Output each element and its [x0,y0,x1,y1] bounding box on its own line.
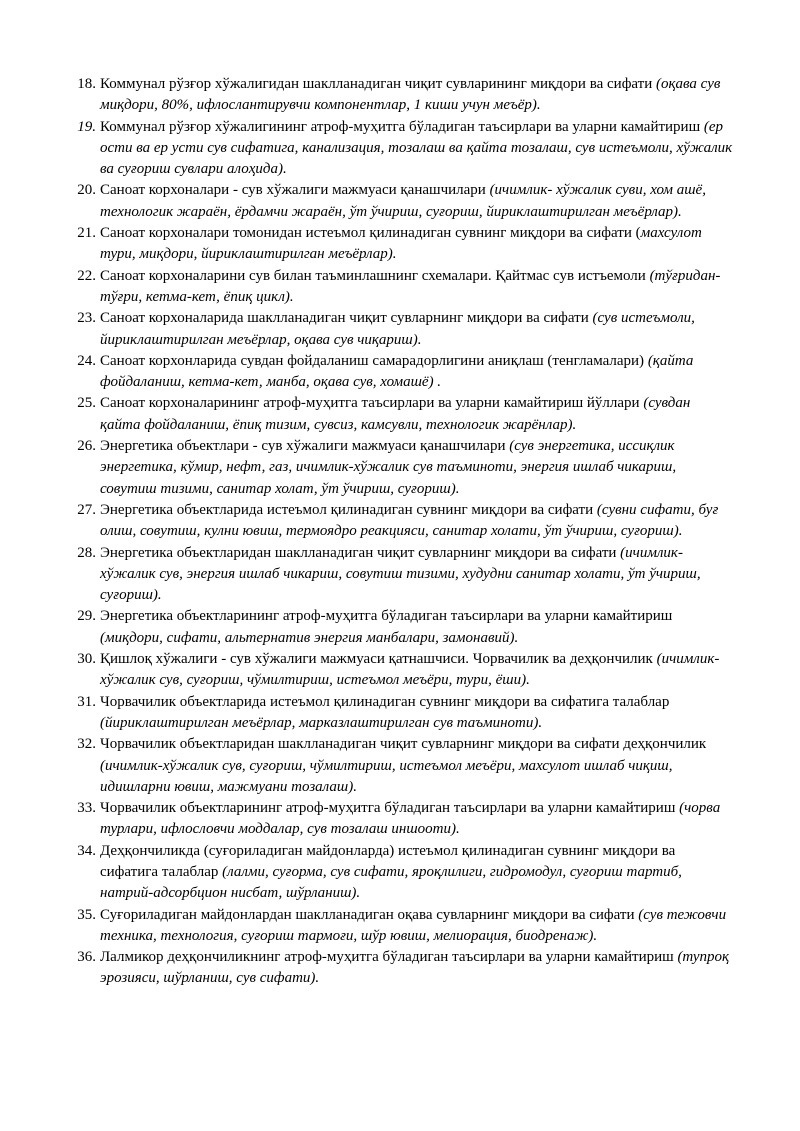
list-item [66,180,734,223]
item-number: 31. [77,693,96,710]
item-text: Энергетика объектларида истеъмол қилинадиган сувнинг миқдори ва сифати [100,501,597,518]
item-number: 33. [77,800,96,817]
list-item [66,436,734,500]
item-number: 23. [77,310,96,327]
item-body [100,74,734,117]
item-text: Саноат корхоналарининг атроф-муҳитга таъсирлари ва уларни камайтириш йўллари [100,395,644,412]
item-text: Чорвачилик объектларининг атроф-муҳитга бўладиган таъсирлари ва уларни камайтириш [100,800,680,817]
item-body [100,180,734,223]
item-number: 24. [77,352,96,369]
item-note: (чорва турлари, ифлословчи моддалар, сув тозалаш иншооти). [100,800,721,838]
item-body [100,734,734,798]
item-note: (сувдан қайта фойдаланиш, ёпиқ тизим, сувсиз, камсувли, технологик жарёнлар). [100,395,691,433]
item-number: 36. [77,949,96,966]
item-number: 26. [77,438,96,455]
item-text: Коммунал рўзғор хўжалигидан шаклланадиган чиқит сувларининг миқдори ва сифати [100,76,657,92]
item-number: 30. [77,651,96,668]
list-item [66,606,734,649]
item-note: (тупроқ эрозияси, шўрланиш, сув сифати). [100,949,730,987]
item-body [100,841,734,905]
item-text: Лалмикор деҳқончиликнинг атроф-муҳитга бўладиган таъсирлари ва уларни камайтириш [100,949,678,966]
item-body [100,308,734,351]
item-note: (ичимлик-хўжалик сув, суғориш, чўмилтириш, истеъмол меъёри, махсулот ишлаб чиқиш, идишларни ювиш, мажмуани тозалаш). [100,757,673,795]
list-item [66,393,734,436]
item-number: 25. [77,395,96,412]
list-item [66,905,734,948]
list-item [66,351,734,394]
item-number: 27. [77,501,96,518]
item-text: Энергетика объектларининг атроф-муҳитга бўладиган таъсирлари ва уларни камайтириш [100,608,673,625]
list-item [66,947,734,990]
item-note: махсулот тури, миқдори, йириклаштирилган меъёрлар). [100,225,702,263]
item-text: Саноат корхоналари - сув хўжалиги мажмуаси қанашчилари [100,182,490,199]
item-text: Саноат корхоналари томонидан истеъмол қилинадиган сувнинг миқдори ва сифати ( [100,225,641,242]
item-body [100,223,734,266]
item-number: 29. [77,608,96,625]
item-body [100,436,734,500]
item-note: (сув истеъмоли, йириклаштирилган меъёрлар, оқава сув чиқариш). [100,310,695,348]
item-text: Қишлоқ хўжалиги - сув хўжалиги мажмуаси қатнашчиси. Чорвачилик ва деҳқончилик [100,651,657,668]
item-text: Энергетика объектлари - сув хўжалиги мажмуаси қанашчилари [100,438,510,455]
item-number: 19. [77,118,96,135]
item-note: (лалми, суғорма, сув сифати, яроқлилиги, гидромодул, суғориш тартиб, натрий-адсорбцион нисбат, шўрланиш). [100,863,682,902]
list-item [66,543,734,607]
list-item [66,223,734,266]
item-text: Саноат корхонларида сувдан фойдаланиш самарадорлигини аниқлаш (тенгламалари) [100,352,648,369]
item-number: 22. [77,267,96,284]
list-item [66,798,734,841]
item-text: Саноат корхоналарини сув билан таъминлашнинг схемалари. Қайтмас сув истъемоли [100,267,650,284]
list-item [66,308,734,351]
item-note: (тўғридан-тўғри, кетма-кет, ёпиқ цикл). [100,267,721,305]
item-body [100,393,734,436]
item-body [100,649,734,692]
list-item [66,117,734,181]
list-item [66,692,734,735]
item-body [100,905,734,948]
item-text: Чорвачилик объектларидан шаклланадиган чиқит сувларнинг миқдори ва сифати деҳқончилик [100,736,707,753]
list-item [66,74,734,117]
item-text: Энергетика объектларидан шаклланадиган чиқит сувларнинг миқдори ва сифати [100,544,621,561]
item-body [100,947,734,990]
item-number: 21. [77,225,96,242]
item-text: Чорвачилик объектларида истеъмол қилинадиган сувнинг миқдори ва сифатига талаблар [100,693,670,710]
item-number: 18. [77,76,96,92]
item-body [100,117,734,181]
list-item [66,500,734,543]
item-note: (сув тежовчи техника, технология, суғориш тармоғи, шўр ювиш, мелиорация, биодренаж). [100,906,727,944]
question-list [66,74,734,990]
item-number: 32. [77,736,96,753]
list-item [66,841,734,905]
item-body [100,500,734,543]
item-number: 28. [77,544,96,561]
item-text: Саноат корхоналарида шаклланадиган чиқит сувларнинг миқдори ва сифати [100,310,593,327]
item-text: Суғориладиган майдонлардан шаклланадиган оқава сувларнинг миқдори ва сифати [100,906,639,923]
item-body [100,543,734,607]
list-item [66,649,734,692]
item-text: Коммунал рўзғор хўжалигининг атроф-муҳитга бўладиган таъсирлари ва уларни камайтириш [100,118,704,135]
item-number: 35. [77,906,96,923]
item-body [100,351,734,394]
item-note: (сув энергетика, иссиқлик энергетика, кўмир, нефт, газ, ичимлик-хўжалик сув таъминоти, энергия ишлаб чикариш, совутиш тизими, санитар холат, ўт ўчириш, суғориш). [100,438,677,497]
item-number: 34. [77,842,96,859]
item-body [100,266,734,309]
item-body [100,692,734,735]
item-body [100,606,734,649]
item-note: (миқдори, сифати, альтернатив энергия манбалари, замонавий). [100,629,519,646]
item-text: Деҳқончиликда (суғориладиган майдонларда) истеъмол қилинадиган сувнинг миқдори ва сифатига талаблар [100,842,676,880]
item-body [100,798,734,841]
item-note: (ичимлик-хўжалик сув, энергия ишлаб чикариш, совутиш тизими, худудни санитар холати, ўт ўчириш, суғориш). [100,544,701,604]
item-note: (ичимлик- хўжалик суви, хом ашё, технологик жараён, ёрдамчи жараён, ўт ўчириш, суғориш, йириклаштирилган меъёрлар). [100,182,706,220]
list-item [66,266,734,309]
item-note: (сувни сифати, буғ олиш, совутиш, кулни ювиш, термоядро реакцияси, санитар холати, ўт ўчириш, суғориш). [100,501,719,540]
item-note: (оқава сув миқдори, 80%, ифлослантирувчи компонентлар, 1 киши учун меъёр). [100,76,721,114]
item-note: (ер ости ва ер усти сув сифатига, канализация, тозалаш ва қайта тозалаш, сув истеъмоли, хўжалик ва суғориш сувлари алоҳида). [100,118,733,178]
item-note: (йириклаштирилган меъёрлар, марказлаштирилган сув таъминоти). [100,714,543,731]
list-item [66,734,734,798]
item-number: 20. [77,182,96,199]
item-note: (қайта фойдаланиш, кетма-кет, манба, оқава сув, хомашё) . [100,352,694,391]
item-note: (ичимлик-хўжалик сув, суғориш, чўмилтириш, истеъмол меъёри, тури, ёши). [100,651,720,689]
